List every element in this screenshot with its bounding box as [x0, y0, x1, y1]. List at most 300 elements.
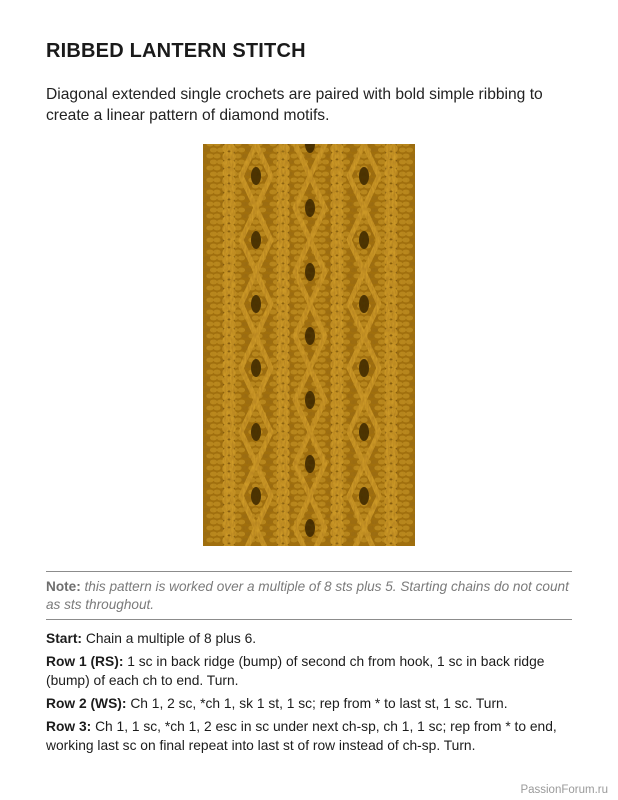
- yarn-stitch: [399, 232, 406, 237]
- yarn-stitch: [318, 358, 325, 363]
- yarn-stitch: [399, 412, 406, 417]
- yarn-stitch: [318, 178, 325, 183]
- yarn-stitch: [210, 364, 217, 369]
- yarn-stitch: [266, 196, 273, 201]
- yarn-stitch: [322, 436, 329, 441]
- yarn-stitch: [238, 280, 245, 285]
- yarn-stitch: [399, 472, 406, 477]
- yarn-stitch: [203, 160, 210, 165]
- yarn-stitch: [266, 148, 273, 153]
- yarn-stitch: [378, 388, 385, 393]
- yarn-stitch: [203, 496, 210, 501]
- yarn-stitch: [290, 238, 297, 243]
- yarn-stitch: [378, 340, 385, 345]
- yarn-stitch: [315, 496, 322, 501]
- row-text: Chain a multiple of 8 plus 6.: [85, 631, 257, 646]
- yarn-stitch: [399, 244, 406, 249]
- yarn-stitch: [406, 388, 413, 393]
- yarn-stitch: [213, 346, 220, 351]
- yarn-stitch: [262, 262, 269, 267]
- instruction-row-1: [46, 652, 586, 690]
- yarn-stitch: [406, 376, 413, 381]
- yarn-stitch: [241, 406, 248, 411]
- yarn-stitch: [318, 418, 325, 423]
- yarn-stitch: [297, 178, 304, 183]
- yarn-stitch: [266, 268, 273, 273]
- yarn-stitch: [269, 406, 276, 411]
- yarn-stitch: [402, 334, 409, 339]
- yarn-stitch: [402, 370, 409, 375]
- yarn-stitch: [206, 526, 213, 531]
- yarn-stitch: [406, 196, 413, 201]
- yarn-stitch: [203, 484, 210, 489]
- yarn-stitch: [290, 166, 297, 171]
- yarn-stitch: [406, 280, 413, 285]
- yarn-stitch: [406, 292, 413, 297]
- yarn-stitch: [290, 286, 297, 291]
- yarn-stitch: [290, 442, 297, 447]
- yarn-stitch: [371, 532, 378, 537]
- yarn-stitch: [210, 208, 217, 213]
- yarn-stitch: [269, 418, 276, 423]
- diamond-opening: [359, 167, 369, 185]
- yarn-stitch: [343, 484, 350, 489]
- yarn-stitch: [210, 328, 217, 333]
- yarn-stitch: [374, 466, 381, 471]
- yarn-stitch: [378, 184, 385, 189]
- yarn-stitch: [266, 220, 273, 225]
- yarn-stitch: [206, 418, 213, 423]
- yarn-stitch: [402, 430, 409, 435]
- yarn-stitch: [252, 316, 259, 321]
- diamond-opening: [305, 263, 315, 281]
- yarn-stitch: [399, 268, 406, 273]
- yarn-stitch: [203, 148, 210, 153]
- yarn-stitch: [206, 406, 213, 411]
- yarn-stitch: [213, 298, 220, 303]
- yarn-stitch: [402, 226, 409, 231]
- yarn-stitch: [378, 508, 385, 513]
- yarn-stitch: [399, 196, 406, 201]
- yarn-stitch: [346, 322, 353, 327]
- yarn-stitch: [322, 484, 329, 489]
- instruction-row-2: [46, 694, 586, 713]
- yarn-stitch: [350, 148, 357, 153]
- yarn-stitch: [346, 154, 353, 159]
- yarn-stitch: [346, 406, 353, 411]
- yarn-stitch: [315, 304, 322, 309]
- yarn-stitch: [294, 364, 301, 369]
- instruction-row-3: [46, 717, 586, 755]
- yarn-stitch: [402, 502, 409, 507]
- yarn-stitch: [203, 244, 210, 249]
- yarn-stitch: [206, 346, 213, 351]
- yarn-stitch: [406, 436, 413, 441]
- yarn-stitch: [203, 412, 210, 417]
- yarn-stitch: [252, 352, 259, 357]
- yarn-stitch: [402, 538, 409, 543]
- yarn-stitch: [346, 394, 353, 399]
- yarn-stitch: [294, 436, 301, 441]
- yarn-stitch: [213, 538, 220, 543]
- yarn-stitch: [346, 538, 353, 543]
- yarn-stitch: [308, 220, 315, 225]
- yarn-stitch: [406, 208, 413, 213]
- yarn-stitch: [371, 460, 378, 465]
- yarn-stitch: [213, 166, 220, 171]
- row-text: Ch 1, 2 sc, *ch 1, sk 1 st, 1 sc; rep from * to last st, 1 sc. Turn.: [130, 696, 508, 711]
- yarn-stitch: [294, 376, 301, 381]
- yarn-stitch: [290, 514, 297, 519]
- yarn-stitch: [241, 274, 248, 279]
- yarn-stitch: [210, 352, 217, 357]
- yarn-stitch: [406, 364, 413, 369]
- yarn-stitch: [290, 430, 297, 435]
- yarn-stitch: [297, 430, 304, 435]
- yarn-stitch: [318, 490, 325, 495]
- yarn-stitch: [402, 166, 409, 171]
- yarn-stitch: [206, 262, 213, 267]
- yarn-stitch: [269, 394, 276, 399]
- yarn-stitch: [206, 154, 213, 159]
- yarn-stitch: [399, 460, 406, 465]
- yarn-stitch: [241, 202, 248, 207]
- yarn-stitch: [378, 412, 385, 417]
- yarn-stitch: [322, 220, 329, 225]
- yarn-stitch: [343, 400, 350, 405]
- yarn-stitch: [294, 232, 301, 237]
- yarn-stitch: [350, 400, 357, 405]
- yarn-stitch: [402, 382, 409, 387]
- yarn-stitch: [343, 160, 350, 165]
- yarn-stitch: [238, 448, 245, 453]
- yarn-stitch: [290, 502, 297, 507]
- yarn-stitch: [213, 418, 220, 423]
- yarn-stitch: [290, 250, 297, 255]
- yarn-stitch: [322, 172, 329, 177]
- yarn-stitch: [241, 394, 248, 399]
- yarn-stitch: [374, 382, 381, 387]
- yarn-stitch: [213, 178, 220, 183]
- yarn-stitch: [210, 172, 217, 177]
- diamond-opening: [305, 199, 315, 217]
- yarn-stitch: [210, 532, 217, 537]
- yarn-stitch: [402, 238, 409, 243]
- yarn-stitch: [245, 208, 252, 213]
- yarn-stitch: [266, 400, 273, 405]
- yarn-stitch: [374, 394, 381, 399]
- yarn-stitch: [206, 214, 213, 219]
- yarn-stitch: [210, 244, 217, 249]
- yarn-stitch: [210, 268, 217, 273]
- yarn-stitch: [378, 472, 385, 477]
- yarn-stitch: [360, 190, 367, 195]
- yarn-stitch: [402, 454, 409, 459]
- yarn-stitch: [210, 340, 217, 345]
- yarn-stitch: [238, 472, 245, 477]
- yarn-stitch: [402, 442, 409, 447]
- yarn-stitch: [406, 352, 413, 357]
- yarn-stitch: [318, 250, 325, 255]
- yarn-stitch: [343, 148, 350, 153]
- yarn-stitch: [343, 388, 350, 393]
- yarn-stitch: [399, 280, 406, 285]
- yarn-stitch: [213, 226, 220, 231]
- yarn-stitch: [262, 214, 269, 219]
- yarn-stitch: [350, 460, 357, 465]
- yarn-stitch: [343, 256, 350, 261]
- yarn-stitch: [343, 220, 350, 225]
- yarn-stitch: [238, 340, 245, 345]
- yarn-stitch: [266, 532, 273, 537]
- yarn-stitch: [406, 184, 413, 189]
- yarn-stitch: [210, 196, 217, 201]
- yarn-stitch: [269, 334, 276, 339]
- yarn-stitch: [343, 292, 350, 297]
- yarn-stitch: [378, 460, 385, 465]
- yarn-stitch: [406, 520, 413, 525]
- yarn-stitch: [213, 370, 220, 375]
- yarn-stitch: [241, 466, 248, 471]
- yarn-stitch: [210, 280, 217, 285]
- yarn-stitch: [203, 448, 210, 453]
- yarn-stitch: [210, 388, 217, 393]
- yarn-stitch: [206, 442, 213, 447]
- yarn-stitch: [262, 202, 269, 207]
- yarn-stitch: [304, 154, 311, 159]
- yarn-stitch: [378, 484, 385, 489]
- yarn-stitch: [252, 508, 259, 513]
- yarn-stitch: [206, 358, 213, 363]
- yarn-stitch: [322, 448, 329, 453]
- yarn-stitch: [269, 226, 276, 231]
- yarn-stitch: [322, 364, 329, 369]
- yarn-stitch: [346, 382, 353, 387]
- yarn-stitch: [213, 394, 220, 399]
- yarn-stitch: [206, 238, 213, 243]
- yarn-stitch: [322, 292, 329, 297]
- diamond-opening: [251, 487, 261, 505]
- yarn-stitch: [318, 430, 325, 435]
- yarn-stitch: [322, 508, 329, 513]
- yarn-stitch: [269, 274, 276, 279]
- yarn-stitch: [269, 214, 276, 219]
- yarn-stitch: [269, 154, 276, 159]
- yarn-stitch: [399, 484, 406, 489]
- yarn-stitch: [203, 508, 210, 513]
- yarn-stitch: [255, 250, 262, 255]
- yarn-stitch: [206, 322, 213, 327]
- yarn-stitch: [255, 418, 262, 423]
- yarn-stitch: [399, 400, 406, 405]
- yarn-stitch: [290, 298, 297, 303]
- yarn-stitch: [378, 280, 385, 285]
- yarn-stitch: [360, 226, 367, 231]
- yarn-stitch: [315, 172, 322, 177]
- yarn-stitch: [374, 322, 381, 327]
- yarn-stitch: [367, 526, 374, 531]
- yarn-stitch: [290, 418, 297, 423]
- yarn-stitch: [346, 526, 353, 531]
- yarn-stitch: [343, 472, 350, 477]
- yarn-stitch: [371, 400, 378, 405]
- yarn-stitch: [406, 424, 413, 429]
- yarn-stitch: [262, 334, 269, 339]
- yarn-stitch: [203, 436, 210, 441]
- yarn-stitch: [269, 466, 276, 471]
- yarn-stitch: [399, 352, 406, 357]
- yarn-stitch: [350, 268, 357, 273]
- yarn-stitch: [294, 484, 301, 489]
- yarn-stitch: [374, 538, 381, 543]
- yarn-stitch: [399, 496, 406, 501]
- yarn-stitch: [371, 520, 378, 525]
- yarn-stitch: [210, 424, 217, 429]
- yarn-stitch: [304, 514, 311, 519]
- yarn-stitch: [308, 412, 315, 417]
- yarn-stitch: [266, 328, 273, 333]
- yarn-stitch: [238, 400, 245, 405]
- yarn-stitch: [406, 412, 413, 417]
- yarn-stitch: [399, 508, 406, 513]
- yarn-stitch: [374, 526, 381, 531]
- yarn-stitch: [350, 208, 357, 213]
- yarn-stitch: [241, 334, 248, 339]
- yarn-stitch: [406, 172, 413, 177]
- yarn-stitch: [322, 304, 329, 309]
- yarn-stitch: [399, 388, 406, 393]
- yarn-stitch: [294, 172, 301, 177]
- diamond-opening: [251, 231, 261, 249]
- yarn-stitch: [318, 370, 325, 375]
- yarn-stitch: [371, 340, 378, 345]
- yarn-stitch: [238, 532, 245, 537]
- yarn-stitch: [374, 454, 381, 459]
- yarn-stitch: [210, 220, 217, 225]
- yarn-stitch: [290, 226, 297, 231]
- yarn-stitch: [266, 256, 273, 261]
- row-label: Row 1 (RS):: [46, 654, 128, 669]
- yarn-stitch: [213, 310, 220, 315]
- yarn-stitch: [402, 310, 409, 315]
- yarn-stitch: [315, 364, 322, 369]
- yarn-stitch: [262, 394, 269, 399]
- diamond-opening: [305, 391, 315, 409]
- yarn-stitch: [350, 328, 357, 333]
- yarn-stitch: [322, 244, 329, 249]
- yarn-stitch: [378, 220, 385, 225]
- yarn-stitch: [269, 514, 276, 519]
- yarn-stitch: [210, 256, 217, 261]
- yarn-stitch: [238, 328, 245, 333]
- yarn-stitch: [206, 430, 213, 435]
- yarn-stitch: [238, 148, 245, 153]
- yarn-stitch: [238, 412, 245, 417]
- yarn-stitch: [245, 268, 252, 273]
- yarn-stitch: [213, 502, 220, 507]
- yarn-stitch: [371, 148, 378, 153]
- yarn-stitch: [322, 412, 329, 417]
- yarn-stitch: [238, 256, 245, 261]
- yarn-stitch: [213, 406, 220, 411]
- yarn-stitch: [238, 220, 245, 225]
- yarn-stitch: [297, 298, 304, 303]
- yarn-stitch: [343, 196, 350, 201]
- yarn-stitch: [266, 460, 273, 465]
- diamond-opening: [251, 295, 261, 313]
- yarn-stitch: [399, 328, 406, 333]
- yarn-stitch: [406, 232, 413, 237]
- row-label: Row 2 (WS):: [46, 696, 131, 711]
- yarn-stitch: [406, 220, 413, 225]
- yarn-stitch: [206, 334, 213, 339]
- yarn-stitch: [210, 184, 217, 189]
- yarn-stitch: [269, 346, 276, 351]
- yarn-stitch: [402, 418, 409, 423]
- yarn-stitch: [322, 184, 329, 189]
- row-label: Row 3:: [46, 719, 96, 734]
- yarn-stitch: [399, 424, 406, 429]
- yarn-stitch: [318, 166, 325, 171]
- yarn-stitch: [203, 184, 210, 189]
- yarn-stitch: [378, 160, 385, 165]
- yarn-stitch: [241, 526, 248, 531]
- yarn-stitch: [378, 376, 385, 381]
- yarn-stitch: [290, 190, 297, 195]
- row-text: 1 sc in back ridge (bump) of second ch from hook, 1 sc in back ridge (bump) of each ch to end. Turn.: [46, 654, 545, 688]
- yarn-stitch: [206, 478, 213, 483]
- yarn-stitch: [290, 538, 297, 543]
- yarn-stitch: [213, 478, 220, 483]
- yarn-stitch: [203, 316, 210, 321]
- yarn-stitch: [297, 238, 304, 243]
- yarn-stitch: [374, 154, 381, 159]
- yarn-stitch: [318, 298, 325, 303]
- yarn-stitch: [290, 370, 297, 375]
- yarn-stitch: [213, 154, 220, 159]
- yarn-stitch: [210, 232, 217, 237]
- yarn-stitch: [255, 226, 262, 231]
- yarn-stitch: [367, 334, 374, 339]
- yarn-stitch: [399, 304, 406, 309]
- yarn-stitch: [290, 478, 297, 483]
- yarn-stitch: [402, 286, 409, 291]
- yarn-stitch: [378, 520, 385, 525]
- yarn-stitch: [406, 268, 413, 273]
- yarn-stitch: [346, 202, 353, 207]
- yarn-stitch: [252, 160, 259, 165]
- yarn-stitch: [269, 286, 276, 291]
- yarn-stitch: [269, 322, 276, 327]
- yarn-stitch: [346, 274, 353, 279]
- yarn-stitch: [343, 268, 350, 273]
- yarn-stitch: [399, 532, 406, 537]
- yarn-stitch: [402, 478, 409, 483]
- yarn-stitch: [343, 412, 350, 417]
- yarn-stitch: [238, 520, 245, 525]
- yarn-stitch: [294, 244, 301, 249]
- yarn-stitch: [269, 526, 276, 531]
- yarn-stitch: [318, 310, 325, 315]
- yarn-stitch: [294, 424, 301, 429]
- yarn-stitch: [374, 406, 381, 411]
- yarn-stitch: [203, 340, 210, 345]
- swatch-image: [203, 144, 415, 546]
- yarn-stitch: [343, 280, 350, 285]
- yarn-stitch: [378, 208, 385, 213]
- yarn-stitch: [402, 406, 409, 411]
- yarn-stitch: [203, 424, 210, 429]
